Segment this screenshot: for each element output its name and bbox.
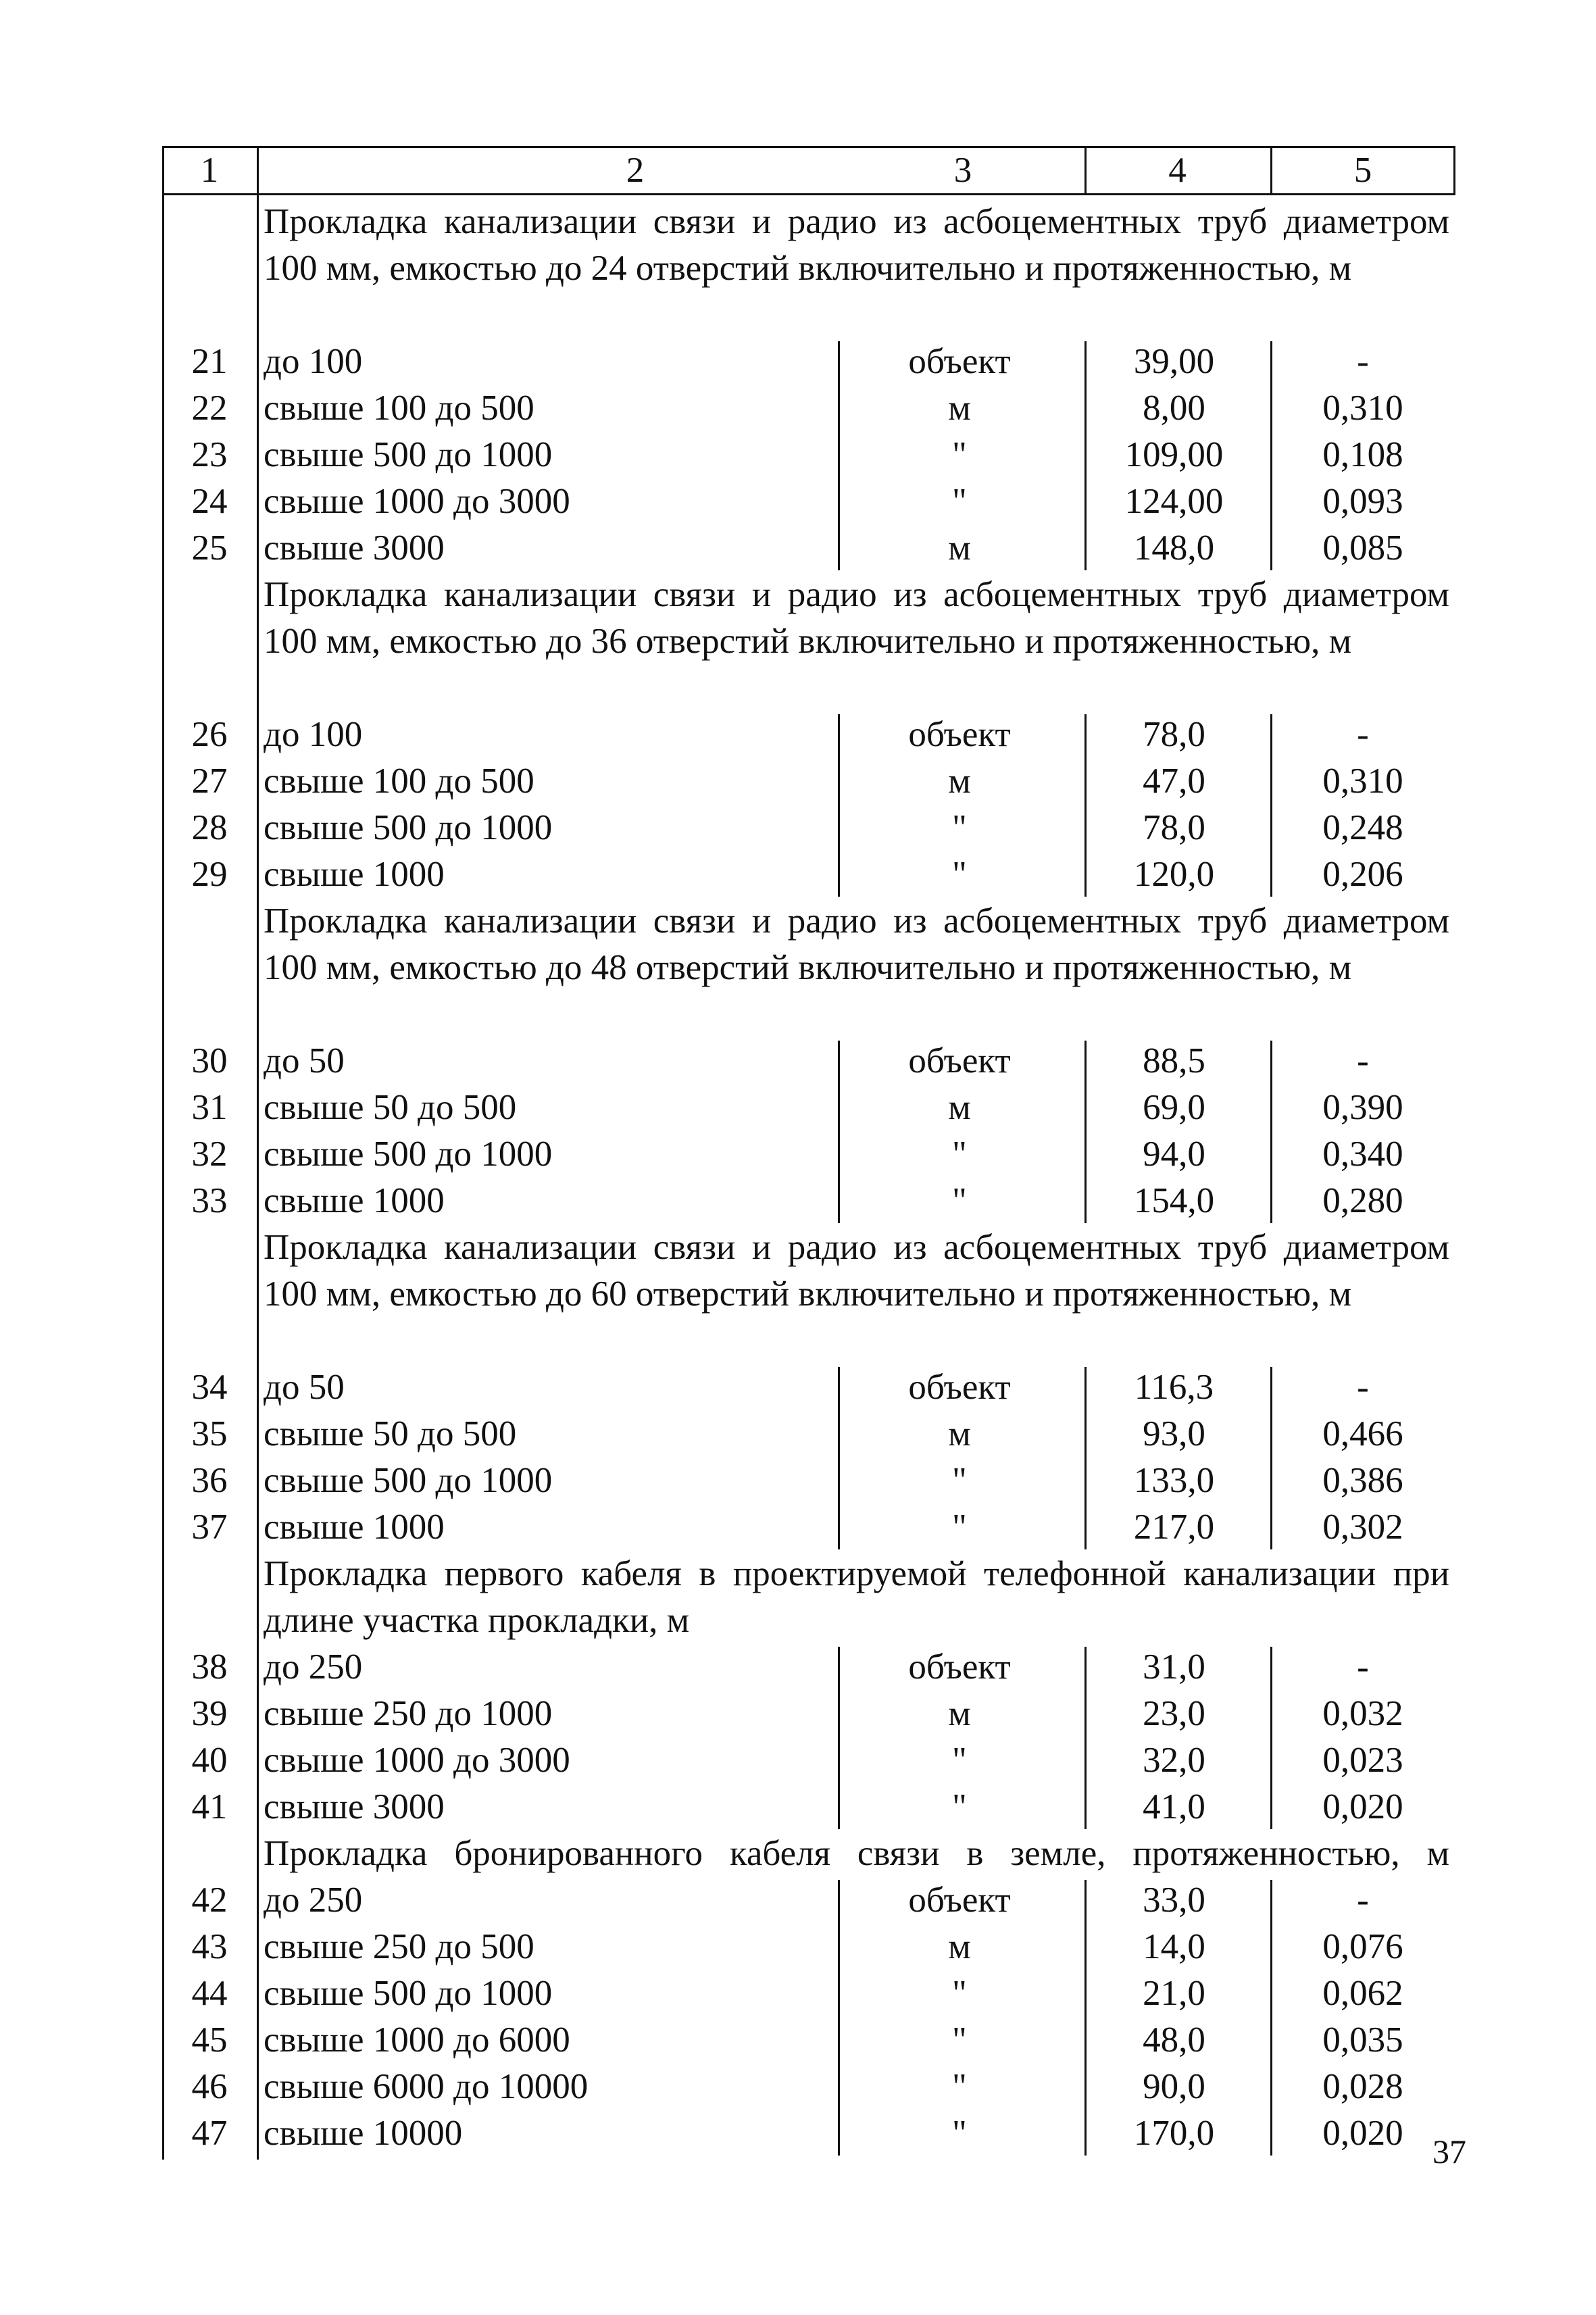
table-row — [162, 851, 1455, 898]
row-number: 47 — [191, 2114, 228, 2153]
row-unit: м — [948, 1927, 971, 1966]
row-value-4: 154,0 — [1133, 1181, 1215, 1220]
table-row — [162, 1970, 1455, 2017]
row-number: 22 — [191, 389, 228, 428]
row-number: 32 — [191, 1135, 228, 1174]
row-description: свыше 1000 до 6000 — [264, 2020, 570, 2060]
row-block-separator — [1270, 1647, 1272, 1829]
row-value-5: 0,390 — [1322, 1088, 1403, 1127]
row-value-5: 0,108 — [1322, 435, 1403, 474]
row-unit: объект — [908, 1041, 1011, 1080]
row-unit: объект — [908, 1368, 1011, 1407]
row-value-4: 21,0 — [1143, 1974, 1205, 2013]
table-row — [162, 1924, 1455, 1970]
row-value-4: 78,0 — [1143, 808, 1205, 847]
group-title: Прокладка первого кабеля в проектируемой телефонной канализации при длине участка прокладки, м — [264, 1554, 1449, 1640]
row-value-4: 133,0 — [1133, 1461, 1215, 1500]
row-number: 42 — [191, 1881, 228, 1920]
table-row — [162, 1784, 1455, 1831]
table-row — [162, 2017, 1455, 2064]
row-number: 28 — [191, 808, 228, 847]
row-description: свыше 500 до 1000 — [264, 1461, 553, 1500]
header-col-3: 3 — [953, 151, 972, 190]
row-value-4: 41,0 — [1143, 1787, 1205, 1826]
table-row — [162, 1877, 1455, 1924]
row-value-5: 0,093 — [1322, 482, 1403, 521]
row-value-5: - — [1357, 1647, 1369, 1687]
table-row — [162, 712, 1455, 758]
row-value-5: - — [1357, 1881, 1369, 1920]
row-number: 29 — [191, 855, 228, 894]
row-number: 27 — [191, 762, 228, 801]
row-unit: " — [952, 2114, 967, 2153]
row-description: до 250 — [264, 1647, 363, 1687]
row-unit: " — [952, 1787, 967, 1826]
group-title: Прокладка канализации связи и радио из асбоцементных труб диаметром 100 мм, емкостью до 36 отверстий включительно и протяженностью, м — [264, 575, 1449, 661]
row-description: свыше 250 до 1000 — [264, 1694, 553, 1733]
row-value-5: 0,340 — [1322, 1135, 1403, 1174]
row-value-4: 31,0 — [1143, 1647, 1205, 1687]
row-block-separator — [838, 1880, 840, 2156]
row-unit: " — [952, 1508, 967, 1547]
row-value-5: - — [1357, 1368, 1369, 1407]
row-description: до 50 — [264, 1041, 345, 1080]
table-row — [162, 1458, 1455, 1504]
row-value-5: 0,302 — [1322, 1508, 1403, 1547]
row-description: до 250 — [264, 1881, 363, 1920]
table-row — [162, 339, 1455, 385]
row-value-5: 0,062 — [1322, 1974, 1403, 2013]
row-block-separator — [838, 1647, 840, 1829]
row-block-separator — [838, 714, 840, 897]
row-value-5: 0,076 — [1322, 1927, 1403, 1966]
table-row — [162, 1178, 1455, 1224]
row-value-4: 90,0 — [1143, 2067, 1205, 2106]
row-unit: м — [948, 389, 971, 428]
header-col-2: 2 — [626, 151, 645, 190]
row-unit: " — [952, 482, 967, 521]
row-description: свыше 1000 — [264, 1508, 445, 1547]
table-row — [162, 432, 1455, 478]
row-unit: " — [952, 1181, 967, 1220]
row-block-separator — [1084, 1041, 1087, 1223]
row-block-separator — [1270, 341, 1272, 570]
row-unit: " — [952, 1461, 967, 1500]
row-description: свыше 1000 — [264, 855, 445, 894]
row-value-5: 0,386 — [1322, 1461, 1403, 1500]
row-description: до 50 — [264, 1368, 345, 1407]
row-value-5: 0,020 — [1322, 2114, 1403, 2153]
row-number: 26 — [191, 715, 228, 754]
group-title: Прокладка канализации связи и радио из асбоцементных труб диаметром 100 мм, емкостью до 48 отверстий включительно и протяженностью, м — [264, 901, 1449, 987]
table-row — [162, 1737, 1455, 1784]
row-unit: м — [948, 1088, 971, 1127]
row-value-5: - — [1357, 1041, 1369, 1080]
row-number: 25 — [191, 528, 228, 568]
row-description: свыше 100 до 500 — [264, 389, 534, 428]
row-value-5: 0,280 — [1322, 1181, 1403, 1220]
group-title: Прокладка бронированного кабеля связи в земле, протяженностью, м — [264, 1834, 1449, 1873]
row-number: 43 — [191, 1927, 228, 1966]
row-unit: " — [952, 808, 967, 847]
row-number: 35 — [191, 1414, 228, 1453]
row-value-4: 109,00 — [1124, 435, 1224, 474]
row-unit: объект — [908, 342, 1011, 381]
row-description: свыше 1000 до 3000 — [264, 482, 570, 521]
row-number: 30 — [191, 1041, 228, 1080]
row-number: 39 — [191, 1694, 228, 1733]
row-block-separator — [1270, 1880, 1272, 2156]
table-row — [162, 1504, 1455, 1551]
header-row — [162, 147, 1455, 194]
row-value-4: 78,0 — [1143, 715, 1205, 754]
group-title: Прокладка канализации связи и радио из асбоцементных труб диаметром 100 мм, емкостью до 60 отверстий включительно и протяженностью, м — [264, 1228, 1449, 1314]
row-block-separator — [1084, 714, 1087, 897]
row-block-separator — [838, 341, 840, 570]
row-value-4: 93,0 — [1143, 1414, 1205, 1453]
row-number: 45 — [191, 2020, 228, 2060]
row-value-5: 0,085 — [1322, 528, 1403, 568]
row-unit: " — [952, 435, 967, 474]
table-row — [162, 1085, 1455, 1131]
row-value-4: 170,0 — [1133, 2114, 1215, 2153]
table-row — [162, 1038, 1455, 1085]
rates-table — [162, 146, 1455, 2173]
row-value-4: 94,0 — [1143, 1135, 1205, 1174]
row-number: 36 — [191, 1461, 228, 1500]
row-value-4: 48,0 — [1143, 2020, 1205, 2060]
row-description: свыше 50 до 500 — [264, 1414, 517, 1453]
row-unit: объект — [908, 715, 1011, 754]
row-unit: м — [948, 1414, 971, 1453]
row-description: свыше 3000 — [264, 1787, 445, 1826]
table-row — [162, 385, 1455, 432]
row-number: 38 — [191, 1647, 228, 1687]
row-description: свыше 6000 до 10000 — [264, 2067, 589, 2106]
row-number: 34 — [191, 1368, 228, 1407]
row-description: свыше 1000 — [264, 1181, 445, 1220]
row-description: свыше 10000 — [264, 2114, 463, 2153]
row-value-5: - — [1357, 715, 1369, 754]
row-unit: " — [952, 2020, 967, 2060]
row-value-5: 0,035 — [1322, 2020, 1403, 2060]
row-value-4: 69,0 — [1143, 1088, 1205, 1127]
row-value-5: 0,310 — [1322, 762, 1403, 801]
row-description: свыше 500 до 1000 — [264, 808, 553, 847]
row-value-5: 0,310 — [1322, 389, 1403, 428]
row-number: 41 — [191, 1787, 228, 1826]
row-number: 23 — [191, 435, 228, 474]
row-description: до 100 — [264, 715, 363, 754]
row-value-4: 124,00 — [1124, 482, 1224, 521]
row-value-4: 33,0 — [1143, 1881, 1205, 1920]
group-title: Прокладка канализации связи и радио из асбоцементных труб диаметром 100 мм, емкостью до 24 отверстий включительно и протяженностью, м — [264, 202, 1449, 288]
table-row — [162, 2110, 1455, 2157]
row-number: 33 — [191, 1181, 228, 1220]
row-number: 24 — [191, 482, 228, 521]
row-unit: м — [948, 528, 971, 568]
row-number: 31 — [191, 1088, 228, 1127]
row-block-separator — [1084, 341, 1087, 570]
row-number: 37 — [191, 1508, 228, 1547]
row-value-4: 148,0 — [1133, 528, 1215, 568]
table-row — [162, 478, 1455, 525]
row-value-4: 47,0 — [1143, 762, 1205, 801]
table-row — [162, 2064, 1455, 2110]
row-block-separator — [1270, 1367, 1272, 1549]
row-value-4: 116,3 — [1134, 1368, 1214, 1407]
row-number: 21 — [191, 342, 228, 381]
row-number: 44 — [191, 1974, 228, 2013]
row-unit: " — [952, 1135, 967, 1174]
row-description: свыше 500 до 1000 — [264, 1135, 553, 1174]
row-block-separator — [1084, 1880, 1087, 2156]
row-block-separator — [838, 1367, 840, 1549]
header-col-4: 4 — [1168, 151, 1187, 190]
row-description: свыше 50 до 500 — [264, 1088, 517, 1127]
row-description: свыше 500 до 1000 — [264, 435, 553, 474]
row-block-separator — [1270, 1041, 1272, 1223]
row-value-5: 0,206 — [1322, 855, 1403, 894]
row-unit: " — [952, 2067, 967, 2106]
row-unit: объект — [908, 1647, 1011, 1687]
row-description: свыше 250 до 500 — [264, 1927, 534, 1966]
row-value-4: 14,0 — [1143, 1927, 1205, 1966]
row-unit: м — [948, 762, 971, 801]
row-unit: м — [948, 1694, 971, 1733]
row-value-5: 0,023 — [1322, 1741, 1403, 1780]
row-value-4: 32,0 — [1143, 1741, 1205, 1780]
row-number: 46 — [191, 2067, 228, 2106]
table-row — [162, 1644, 1455, 1691]
row-unit: " — [952, 1974, 967, 2013]
page-number: 37 — [1432, 2133, 1466, 2170]
table-row — [162, 1364, 1455, 1411]
row-block-separator — [1084, 1647, 1087, 1829]
row-description: свыше 1000 до 3000 — [264, 1741, 570, 1780]
row-block-separator — [838, 1041, 840, 1223]
row-value-5: 0,028 — [1322, 2067, 1403, 2106]
row-value-4: 8,00 — [1143, 389, 1205, 428]
row-unit: " — [952, 1741, 967, 1780]
row-description: свыше 100 до 500 — [264, 762, 534, 801]
row-value-4: 88,5 — [1143, 1041, 1205, 1080]
row-block-separator — [1084, 1367, 1087, 1549]
table-row — [162, 1131, 1455, 1178]
row-unit: " — [952, 855, 967, 894]
header-col-5: 5 — [1353, 151, 1372, 190]
row-unit: объект — [908, 1881, 1011, 1920]
row-block-separator — [1270, 714, 1272, 897]
table-row — [162, 525, 1455, 572]
row-description: свыше 3000 — [264, 528, 445, 568]
row-value-5: 0,248 — [1322, 808, 1403, 847]
row-value-4: 39,00 — [1133, 342, 1215, 381]
table-row — [162, 758, 1455, 805]
table-row — [162, 805, 1455, 851]
row-description: до 100 — [264, 342, 363, 381]
table-row — [162, 1411, 1455, 1458]
row-number: 40 — [191, 1741, 228, 1780]
row-value-5: 0,020 — [1322, 1787, 1403, 1826]
table-row — [162, 1691, 1455, 1737]
row-value-4: 23,0 — [1143, 1694, 1205, 1733]
row-description: свыше 500 до 1000 — [264, 1974, 553, 2013]
row-value-4: 120,0 — [1133, 855, 1215, 894]
row-value-4: 217,0 — [1133, 1508, 1215, 1547]
header-col-1: 1 — [200, 151, 219, 190]
row-value-5: 0,466 — [1322, 1414, 1403, 1453]
row-value-5: 0,032 — [1322, 1694, 1403, 1733]
row-value-5: - — [1357, 342, 1369, 381]
